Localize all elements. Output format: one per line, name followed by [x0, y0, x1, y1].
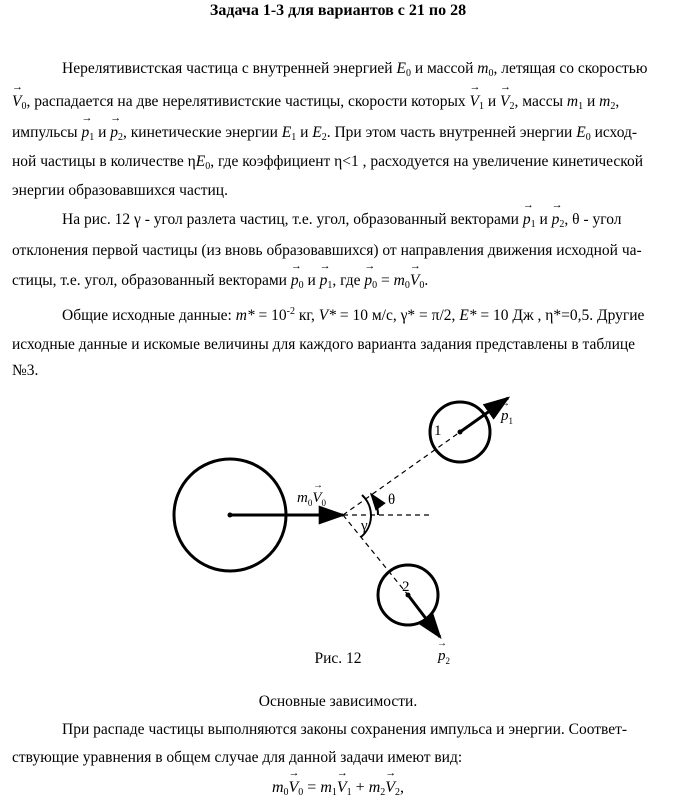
figure-caption: Рис. 12 — [314, 650, 362, 667]
p2-label-arrow: → — [437, 638, 447, 649]
paragraph-2-line-1: На рис. 12 γ - угол разлета частиц, т.е. угол, образованный векторами → $p_1$ $и \to p_2$, θ - угол — [62, 211, 662, 230]
paragraph-1-line-1: Нерелятивистская частица с внутренней энергией $E_0$ и массой $m_0$, летящая со скоростью — [62, 60, 648, 79]
momentum-conservation-equation: $m_0\to V_0 = m_1\to V_1 + m_2\to V_2$, — [0, 779, 676, 798]
m0v0-label: $m_0V_0$ — [297, 490, 327, 508]
section-heading: Основные зависимости. — [258, 693, 418, 710]
paragraph-1-line-3: импульсы → $p_1$ $и \to p_2$, кинетические энергии $E_1$ и $E_2$. При этом часть внутренней энергии $E_0$ исход- — [12, 124, 662, 143]
paragraph-4-line-1: При распаде частицы выполняются законы сохранения импульса и энергии. Соответ- — [62, 721, 628, 738]
particle-2-dashed-line — [343, 515, 408, 595]
paragraph-2-line-3: стицы, т.е. угол, образованный векторами → $p_0$ $и \to p_1$, где → $p_0 = m_0\to V_0$. — [12, 272, 662, 291]
paragraph-4-line-2: ствующие уравнения в общем случае для данной задачи имеют вид: — [12, 749, 463, 766]
particle-1-label: 1 — [434, 423, 442, 439]
task-title: Задача 1-3 для вариантов с 21 по 28 — [209, 2, 467, 19]
momentum-p2-arrow — [408, 595, 440, 637]
p2-label: $p_2$ — [438, 648, 450, 666]
paragraph-1-line-5: энергии образовавшихся частиц. — [12, 182, 228, 199]
paragraph-2-line-2: отклонения первой частицы (из вновь образовавшихся) от направления движения исходной ча- — [12, 242, 642, 259]
theta-angle-arc — [371, 494, 378, 515]
paragraph-1-line-4: ной частицы в количестве $\eta E_0$, где коэффициент η<1 , расходуется на увеличение кинетической — [12, 153, 644, 172]
particle-2-label: 2 — [402, 579, 410, 595]
particle-1-dashed-line — [343, 432, 460, 515]
p1-label: $p_1$ — [501, 408, 513, 426]
gamma-label: γ — [361, 518, 368, 534]
m0v0-label-arrow: → — [313, 480, 323, 491]
paragraph-1-line-2: → $V_0$, распадается на две нерелятивистские частицы, скорости которых → $V_1$ $и \to V_2$, массы $m_1$ и $m_2$, — [12, 93, 662, 112]
paragraph-3-line-1: Общие исходные данные: $m* = 10^{-2}$ кг, V* = 10 м/с, γ* = π/2, E* = 10 Дж , η*=0,5. Другие — [62, 306, 645, 325]
paragraph-3-line-3: №3. — [12, 362, 39, 379]
p1-label-arrow: → — [500, 398, 510, 409]
paragraph-3-line-2: исходные данные и искомые величины для каждого варианта задания представлены в таблице — [12, 336, 636, 353]
theta-label: θ — [388, 492, 396, 508]
